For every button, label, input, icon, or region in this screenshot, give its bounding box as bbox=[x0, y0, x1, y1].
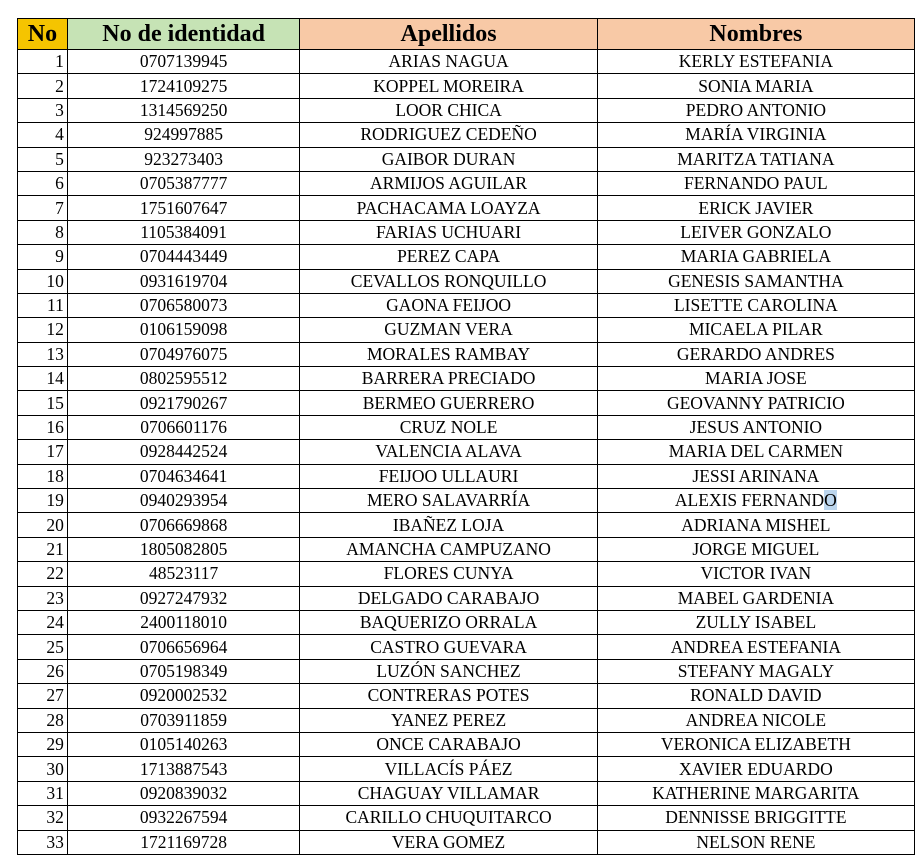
cell-identidad[interactable]: 0706601176 bbox=[67, 415, 300, 439]
cell-nombres[interactable]: JESSI ARINANA bbox=[597, 464, 914, 488]
student-table bbox=[17, 18, 915, 855]
cell-no[interactable]: 31 bbox=[18, 781, 68, 805]
table-row bbox=[18, 391, 915, 415]
cell-no[interactable]: 29 bbox=[18, 732, 68, 756]
table-row bbox=[18, 123, 915, 147]
cell-no[interactable]: 4 bbox=[18, 123, 68, 147]
cell-identidad[interactable]: 2400118010 bbox=[67, 610, 300, 634]
cell-identidad[interactable]: 0707139945 bbox=[67, 50, 300, 74]
cell-identidad[interactable]: 0705198349 bbox=[67, 659, 300, 683]
cell-apellidos[interactable]: GAONA FEIJOO bbox=[300, 293, 597, 317]
cell-identidad[interactable]: 0932267594 bbox=[67, 806, 300, 830]
cell-nombres[interactable]: ADRIANA MISHEL bbox=[597, 513, 914, 537]
cell-apellidos[interactable]: GAIBOR DURAN bbox=[300, 147, 597, 171]
table-row bbox=[18, 635, 915, 659]
cell-apellidos[interactable]: MERO SALAVARRÍA bbox=[300, 489, 597, 513]
cell-apellidos[interactable]: BERMEO GUERRERO bbox=[300, 391, 597, 415]
cell-apellidos[interactable]: DELGADO CARABAJO bbox=[300, 586, 597, 610]
cell-no[interactable]: 10 bbox=[18, 269, 68, 293]
cell-nombres[interactable]: DENNISSE BRIGGITTE bbox=[597, 806, 914, 830]
cell-identidad[interactable]: 0703911859 bbox=[67, 708, 300, 732]
cell-apellidos[interactable]: FEIJOO ULLAURI bbox=[300, 464, 597, 488]
cell-no[interactable]: 33 bbox=[18, 830, 68, 854]
cell-no[interactable]: 16 bbox=[18, 415, 68, 439]
cell-identidad[interactable]: 48523117 bbox=[67, 562, 300, 586]
table-row bbox=[18, 684, 915, 708]
cell-nombres[interactable]: ZULLY ISABEL bbox=[597, 610, 914, 634]
cell-no[interactable]: 30 bbox=[18, 757, 68, 781]
cell-identidad[interactable]: 0921790267 bbox=[67, 391, 300, 415]
table-row bbox=[18, 537, 915, 561]
table-body bbox=[18, 50, 915, 855]
cell-nombres[interactable]: GEOVANNY PATRICIO bbox=[597, 391, 914, 415]
cell-nombres[interactable]: FERNANDO PAUL bbox=[597, 171, 914, 195]
cell-identidad[interactable]: 0802595512 bbox=[67, 367, 300, 391]
cell-identidad[interactable]: 0705387777 bbox=[67, 171, 300, 195]
table-row bbox=[18, 830, 915, 854]
cell-no[interactable]: 5 bbox=[18, 147, 68, 171]
cell-apellidos[interactable]: LOOR CHICA bbox=[300, 98, 597, 122]
table-row bbox=[18, 147, 915, 171]
cell-nombres[interactable]: NELSON RENE bbox=[597, 830, 914, 854]
cell-identidad[interactable]: 0706669868 bbox=[67, 513, 300, 537]
cell-nombres[interactable]: MARIA DEL CARMEN bbox=[597, 440, 914, 464]
cell-no[interactable]: 24 bbox=[18, 610, 68, 634]
cell-no[interactable]: 26 bbox=[18, 659, 68, 683]
cell-identidad[interactable]: 0920002532 bbox=[67, 684, 300, 708]
cell-apellidos[interactable]: BAQUERIZO ORRALA bbox=[300, 610, 597, 634]
cell-apellidos[interactable]: IBAÑEZ LOJA bbox=[300, 513, 597, 537]
cell-no[interactable]: 27 bbox=[18, 684, 68, 708]
cell-apellidos[interactable]: ARMIJOS AGUILAR bbox=[300, 171, 597, 195]
table-row bbox=[18, 98, 915, 122]
cell-nombres[interactable]: MABEL GARDENIA bbox=[597, 586, 914, 610]
table-row bbox=[18, 367, 915, 391]
cell-identidad[interactable]: 0704443449 bbox=[67, 245, 300, 269]
cell-apellidos[interactable]: RODRIGUEZ CEDEÑO bbox=[300, 123, 597, 147]
cell-nombres[interactable]: LISETTE CAROLINA bbox=[597, 293, 914, 317]
table-row bbox=[18, 513, 915, 537]
table-row bbox=[18, 562, 915, 586]
cell-nombres[interactable]: MARITZA TATIANA bbox=[597, 147, 914, 171]
cell-no[interactable]: 3 bbox=[18, 98, 68, 122]
cell-nombres[interactable]: MARIA JOSE bbox=[597, 367, 914, 391]
cell-no[interactable]: 2 bbox=[18, 74, 68, 98]
table-row bbox=[18, 440, 915, 464]
cell-apellidos[interactable]: CHAGUAY VILLAMAR bbox=[300, 781, 597, 805]
cell-apellidos[interactable]: CARILLO CHUQUITARCO bbox=[300, 806, 597, 830]
cell-apellidos[interactable]: VALENCIA ALAVA bbox=[300, 440, 597, 464]
cell-nombres[interactable]: VERONICA ELIZABETH bbox=[597, 732, 914, 756]
table-row bbox=[18, 245, 915, 269]
cell-no[interactable]: 1 bbox=[18, 50, 68, 74]
cell-identidad[interactable]: 1721169728 bbox=[67, 830, 300, 854]
cell-nombres[interactable]: ANDREA ESTEFANIA bbox=[597, 635, 914, 659]
cell-apellidos[interactable]: ONCE CARABAJO bbox=[300, 732, 597, 756]
cell-no[interactable]: 20 bbox=[18, 513, 68, 537]
cell-nombres[interactable]: MARÍA VIRGINIA bbox=[597, 123, 914, 147]
cell-identidad[interactable]: 1805082805 bbox=[67, 537, 300, 561]
cell-identidad[interactable]: 0105140263 bbox=[67, 732, 300, 756]
table-row bbox=[18, 171, 915, 195]
table-row bbox=[18, 269, 915, 293]
table-row bbox=[18, 342, 915, 366]
cell-nombres[interactable]: GERARDO ANDRES bbox=[597, 342, 914, 366]
cell-apellidos[interactable]: CONTRERAS POTES bbox=[300, 684, 597, 708]
table-row bbox=[18, 220, 915, 244]
cell-nombres[interactable]: SONIA MARIA bbox=[597, 74, 914, 98]
cell-apellidos[interactable]: FLORES CUNYA bbox=[300, 562, 597, 586]
cell-no[interactable]: 28 bbox=[18, 708, 68, 732]
cell-no[interactable]: 13 bbox=[18, 342, 68, 366]
cell-identidad[interactable]: 924997885 bbox=[67, 123, 300, 147]
cell-no[interactable]: 19 bbox=[18, 489, 68, 513]
cell-apellidos[interactable]: VILLACÍS PÁEZ bbox=[300, 757, 597, 781]
cell-apellidos[interactable]: AMANCHA CAMPUZANO bbox=[300, 537, 597, 561]
cell-apellidos[interactable]: MORALES RAMBAY bbox=[300, 342, 597, 366]
cell-identidad[interactable]: 1105384091 bbox=[67, 220, 300, 244]
cell-no[interactable]: 22 bbox=[18, 562, 68, 586]
cell-identidad[interactable]: 0706580073 bbox=[67, 293, 300, 317]
cell-apellidos[interactable]: CRUZ NOLE bbox=[300, 415, 597, 439]
cell-no[interactable]: 21 bbox=[18, 537, 68, 561]
cell-no[interactable]: 32 bbox=[18, 806, 68, 830]
text-selection-highlight: O bbox=[824, 490, 837, 511]
cell-identidad[interactable]: 0106159098 bbox=[67, 318, 300, 342]
table-row bbox=[18, 74, 915, 98]
cell-identidad[interactable]: 0920839032 bbox=[67, 781, 300, 805]
cell-no[interactable]: 15 bbox=[18, 391, 68, 415]
cell-no[interactable]: 18 bbox=[18, 464, 68, 488]
table-row bbox=[18, 708, 915, 732]
cell-apellidos[interactable]: PACHACAMA LOAYZA bbox=[300, 196, 597, 220]
cell-identidad[interactable]: 0927247932 bbox=[67, 586, 300, 610]
cell-nombres[interactable]: RONALD DAVID bbox=[597, 684, 914, 708]
cell-identidad[interactable]: 0704634641 bbox=[67, 464, 300, 488]
cell-no[interactable]: 7 bbox=[18, 196, 68, 220]
cell-nombres[interactable]: STEFANY MAGALY bbox=[597, 659, 914, 683]
cell-nombres[interactable]: PEDRO ANTONIO bbox=[597, 98, 914, 122]
table-row bbox=[18, 659, 915, 683]
cell-apellidos[interactable]: CEVALLOS RONQUILLO bbox=[300, 269, 597, 293]
header-no[interactable]: No bbox=[18, 19, 68, 50]
cell-nombres[interactable]: MICAELA PILAR bbox=[597, 318, 914, 342]
table-row bbox=[18, 757, 915, 781]
cell-nombres[interactable]: KATHERINE MARGARITA bbox=[597, 781, 914, 805]
cell-no[interactable]: 17 bbox=[18, 440, 68, 464]
cell-identidad[interactable]: 1751607647 bbox=[67, 196, 300, 220]
cell-identidad[interactable]: 1314569250 bbox=[67, 98, 300, 122]
cell-no[interactable]: 11 bbox=[18, 293, 68, 317]
header-nombres[interactable]: Nombres bbox=[597, 19, 914, 50]
cell-nombres-text: ALEXIS FERNAND bbox=[674, 490, 825, 511]
cell-identidad[interactable]: 0704976075 bbox=[67, 342, 300, 366]
table-row bbox=[18, 415, 915, 439]
cell-nombres[interactable]: GENESIS SAMANTHA bbox=[597, 269, 914, 293]
cell-apellidos[interactable]: KOPPEL MOREIRA bbox=[300, 74, 597, 98]
table-row bbox=[18, 196, 915, 220]
table-row bbox=[18, 586, 915, 610]
cell-identidad[interactable]: 0940293954 bbox=[67, 489, 300, 513]
header-row bbox=[18, 19, 915, 50]
cell-nombres[interactable]: LEIVER GONZALO bbox=[597, 220, 914, 244]
table-row bbox=[18, 806, 915, 830]
cell-nombres[interactable]: JORGE MIGUEL bbox=[597, 537, 914, 561]
cell-apellidos[interactable]: LUZÓN SANCHEZ bbox=[300, 659, 597, 683]
cell-apellidos[interactable]: GUZMAN VERA bbox=[300, 318, 597, 342]
header-identidad[interactable]: No de identidad bbox=[67, 19, 300, 50]
cell-apellidos[interactable]: VERA GOMEZ bbox=[300, 830, 597, 854]
table-row bbox=[18, 781, 915, 805]
cell-no[interactable]: 25 bbox=[18, 635, 68, 659]
cell-apellidos[interactable]: ARIAS NAGUA bbox=[300, 50, 597, 74]
cell-nombres[interactable]: MARIA GABRIELA bbox=[597, 245, 914, 269]
table-row bbox=[18, 318, 915, 342]
cell-nombres[interactable]: KERLY ESTEFANIA bbox=[597, 50, 914, 74]
table-row bbox=[18, 610, 915, 634]
cell-apellidos[interactable]: YANEZ PEREZ bbox=[300, 708, 597, 732]
cell-no[interactable]: 12 bbox=[18, 318, 68, 342]
cell-identidad[interactable]: 1713887543 bbox=[67, 757, 300, 781]
cell-no[interactable]: 6 bbox=[18, 171, 68, 195]
table-row bbox=[18, 50, 915, 74]
cell-apellidos[interactable]: CASTRO GUEVARA bbox=[300, 635, 597, 659]
header-apellidos[interactable]: Apellidos bbox=[300, 19, 597, 50]
cell-nombres[interactable]: VICTOR IVAN bbox=[597, 562, 914, 586]
cell-nombres[interactable]: ERICK JAVIER bbox=[597, 196, 914, 220]
cell-nombres[interactable]: ANDREA NICOLE bbox=[597, 708, 914, 732]
cell-no[interactable]: 23 bbox=[18, 586, 68, 610]
table-row bbox=[18, 464, 915, 488]
table-row bbox=[18, 293, 915, 317]
cell-identidad[interactable]: 0931619704 bbox=[67, 269, 300, 293]
cell-identidad[interactable]: 923273403 bbox=[67, 147, 300, 171]
cell-nombres[interactable]: XAVIER EDUARDO bbox=[597, 757, 914, 781]
cell-no[interactable]: 9 bbox=[18, 245, 68, 269]
cell-apellidos[interactable]: FARIAS UCHUARI bbox=[300, 220, 597, 244]
cell-nombres[interactable] bbox=[597, 489, 914, 513]
cell-identidad[interactable]: 1724109275 bbox=[67, 74, 300, 98]
cell-no[interactable]: 8 bbox=[18, 220, 68, 244]
table-row bbox=[18, 489, 915, 513]
cell-no[interactable]: 14 bbox=[18, 367, 68, 391]
cell-apellidos[interactable]: PEREZ CAPA bbox=[300, 245, 597, 269]
cell-apellidos[interactable]: BARRERA PRECIADO bbox=[300, 367, 597, 391]
table-row bbox=[18, 732, 915, 756]
cell-identidad[interactable]: 0706656964 bbox=[67, 635, 300, 659]
cell-identidad[interactable]: 0928442524 bbox=[67, 440, 300, 464]
cell-nombres[interactable]: JESUS ANTONIO bbox=[597, 415, 914, 439]
